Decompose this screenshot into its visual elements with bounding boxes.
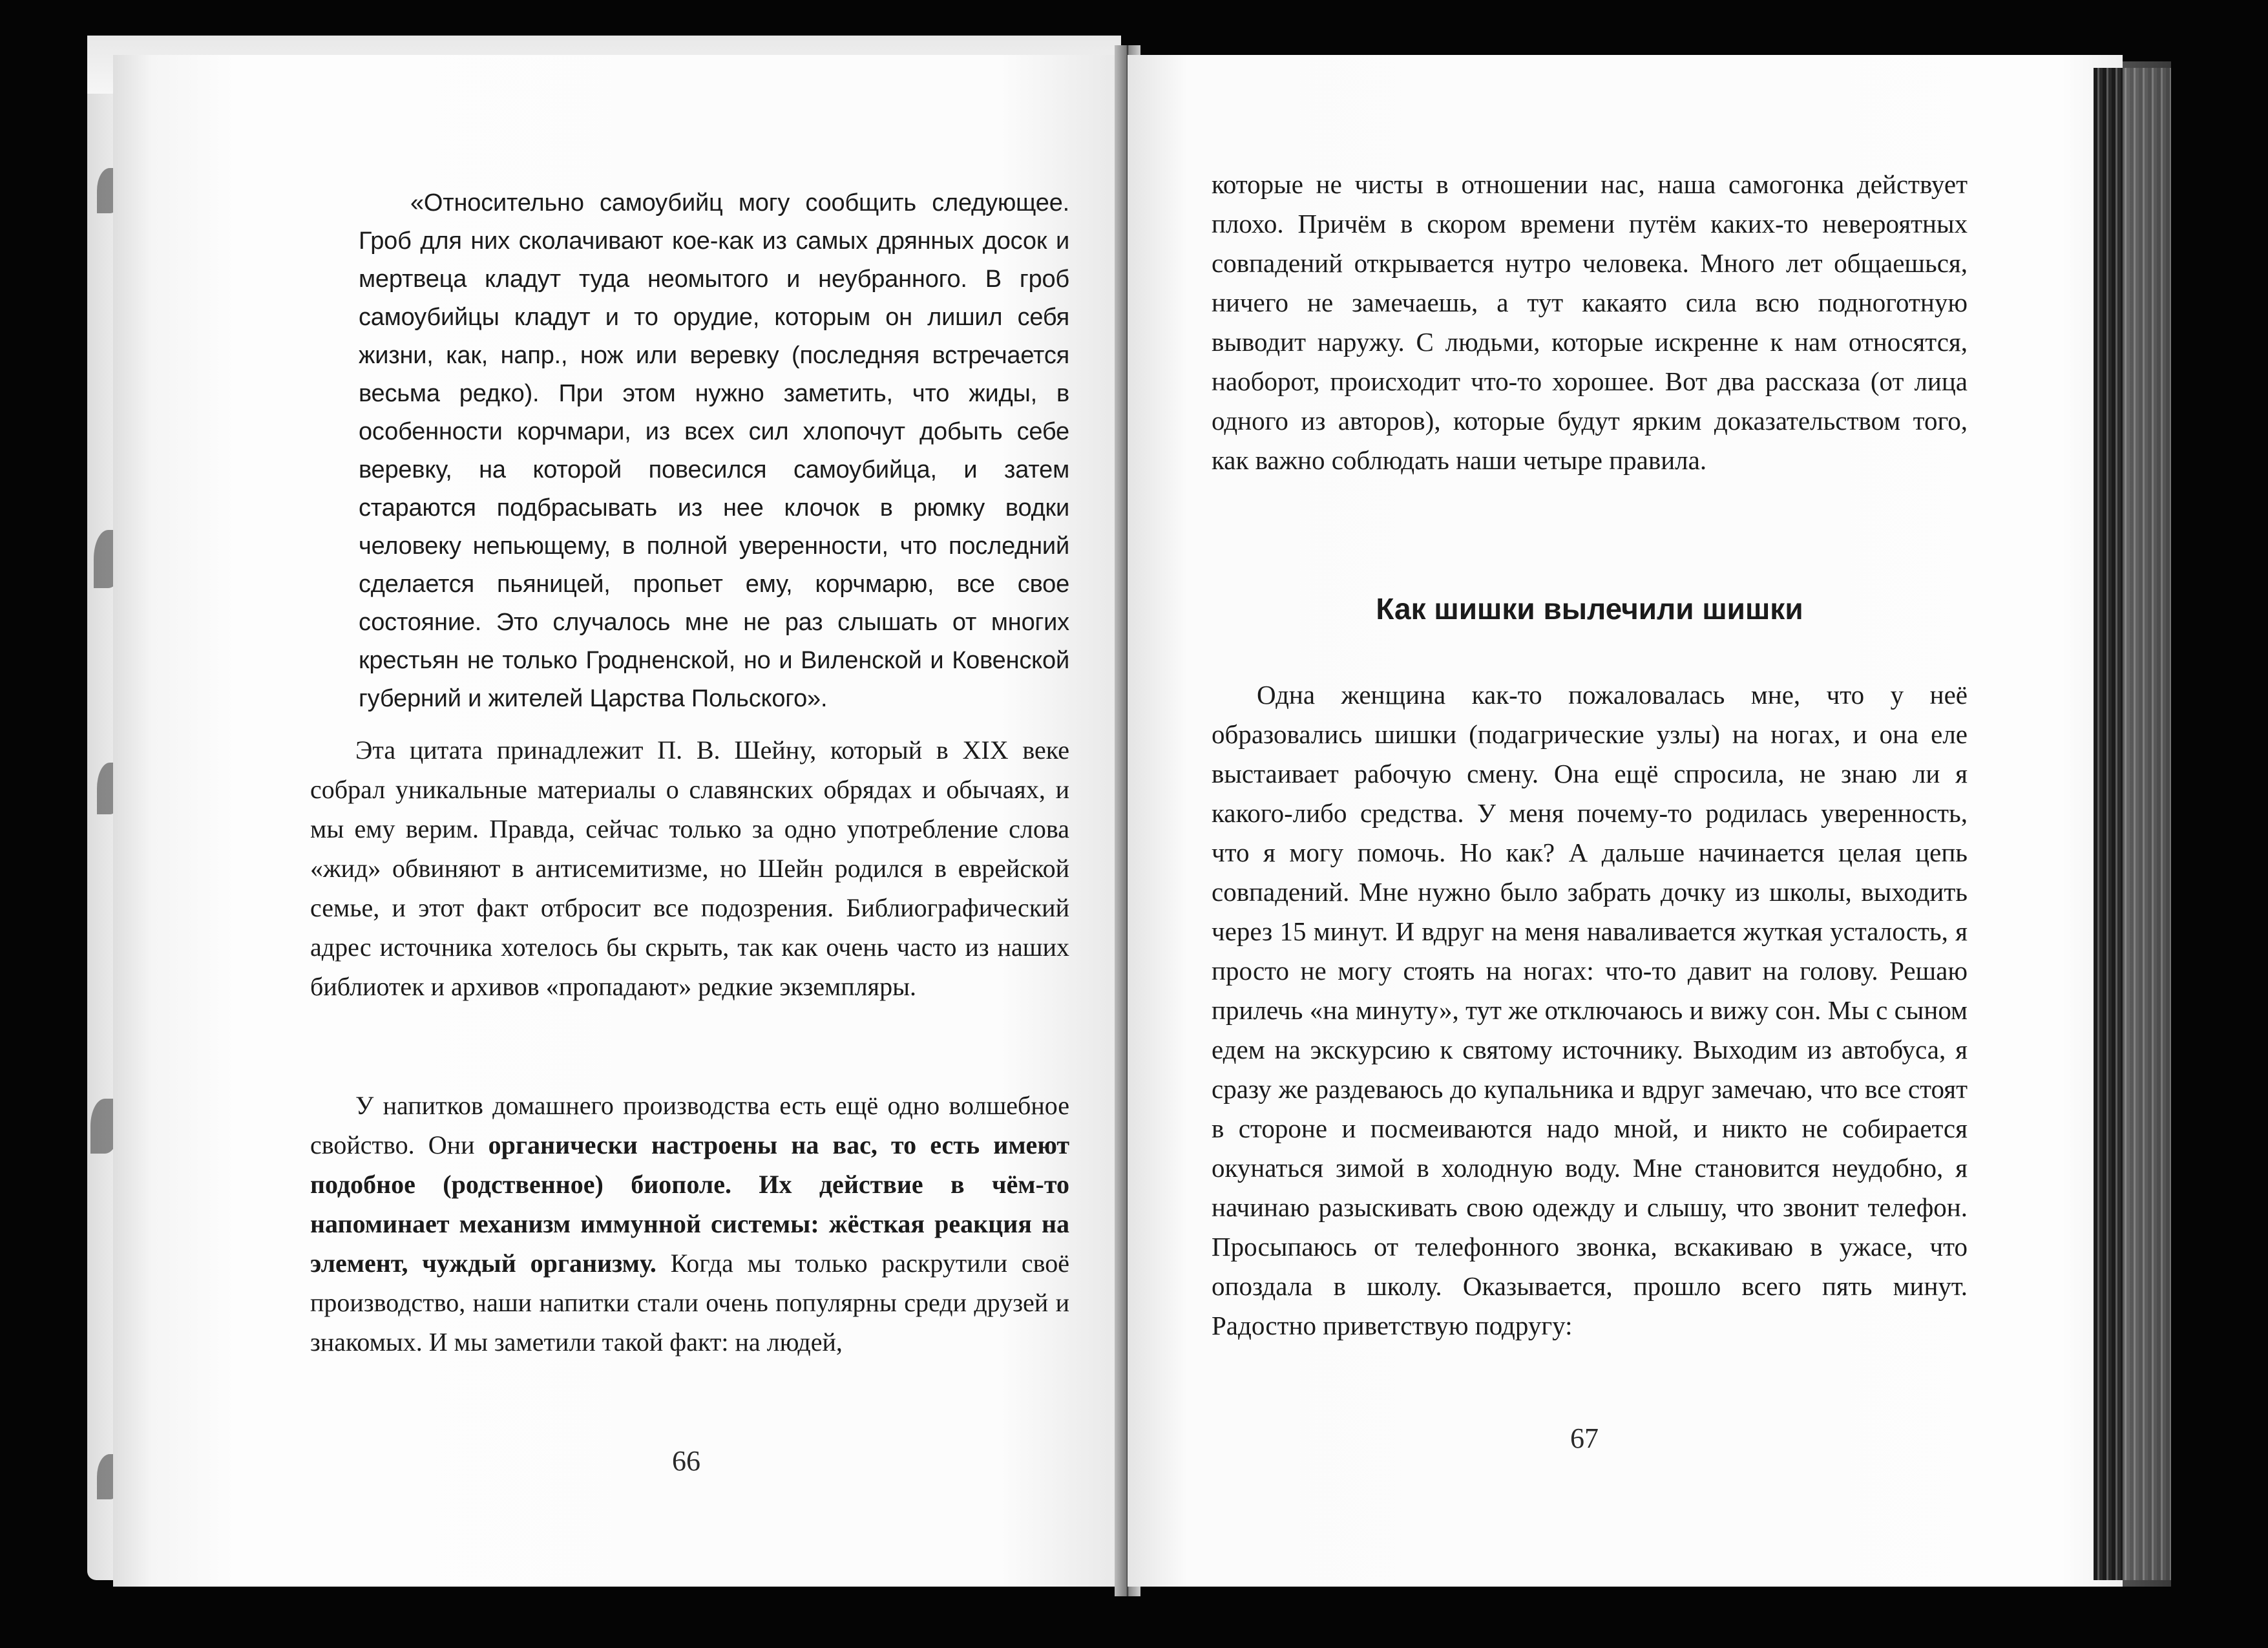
right-paragraph-2: Одна женщина как-то пожаловалась мне, что у неё образовались шишки (подагрические узлы) на ногах, и она еле выстаивает рабочую смену. Она ещё спросила, не знаю ли я какого-либо средства. У меня почему-то родилась уверенность, что я могу помочь. Но как? А дальше начинается целая цепь совпадений. Мне нужно было забрать дочку из школы, выходить через 15 минут. И вдруг на меня наваливается жуткая усталость, я просто не могу стоять на ногах: что-то давит на голову. Решаю прилечь «на минуту», тут же отключаюсь и вижу сон. Мы с сыном едем на экскурсию к святому источнику. Выходим из автобуса, я сразу же раздеваюсь до купальника и вдруг замечаю, что все стоят в стороне и посмеиваются надо мной, и никто не собирается окунаться зимой в холодную воду. Мне становится неудобно, я начинаю разыскивать свою одежду и слышу, что звонит телефон. Просыпаюсь от телефонного звонка, вскакиваю в ужасе, что опоздала в школу. Оказывается, прошло всего пять минут. Радостно приветствую подругу: xyxy=(1212,680,1968,1340)
quote-paragraph: «Относительно самоубийц могу сообщить следующее. Гроб для них сколачивают кое-как из самых дрянных досок и мертвеца кладут туда неомытого и неубранного. В гроб самоубийцы кладут и то орудие, которым он лишил себя жизни, как, напр., нож или веревку (последняя встречается весьма редко). При этом нужно заметить, что жиды, в особенности корчмари, из всех сил хлопочут добыть себе веревку, на которой повесился самоубийца, и затем стараются подбрасывать из нее клочок в рюмку водки человеку непьющему, в полной уверенности, что последний сделается пьяницей, пропьет ему, корчмарю, все свое состояние. Это случалось мне не раз слышать от многих крестьян не только Гродненской, но и Виленской и Ковенской губерний и жителей Царства Польского». xyxy=(359,189,1069,712)
page-number-right: 67 xyxy=(1570,1422,1599,1454)
left-paragraph-2-lead: У напитков домашнего производства есть ещё одно волшебное свойство. Они xyxy=(310,1091,1069,1159)
page-edges-right-light xyxy=(2123,61,2171,1587)
page-shadow-left xyxy=(113,55,152,1587)
left-paragraph-1: Эта цитата принадлежит П. В. Шейну, который в XIX веке собрал уникальные материалы о славянских обрядах и обычаях, и мы ему верим. Правда, сейчас только за одно употребление слова «жид» обвиняют в антисемитизме, но Шейн родился в еврейской семье, и этот факт отбросит все подозрения. Библиографический адрес источника хотелось бы скрыть, так как очень часто из наших библиотек и архивов «пропадают» редкие экземпляры. xyxy=(310,735,1069,1001)
section-heading: Как шишки вылечили шишки xyxy=(1376,592,1803,626)
right-paragraph-1: которые не чисты в отношении нас, наша самогонка действует плохо. Причём в скором времени путём каких-то невероятных совпадений открывается нутро человека. Много лет общаешься, ничего не замечаешь, а тут какаято сила всю подноготную выводит наружу. С людьми, которые искренне к нам относятся, наоборот, происходит что-то хорошее. Вот два рассказа (от лица одного из авторов), которые будут ярким доказательством того, как важно соблюдать наши четыре правила. xyxy=(1212,169,1968,475)
page-number-left: 66 xyxy=(672,1445,700,1477)
left-paragraph-2-tail: Когда мы только раскрутили своё производство, наши напитки стали очень популярны среди друзей и знакомых. И мы заметили такой факт: на людей, xyxy=(310,1249,1069,1357)
left-paragraph-2-bold: органически настроены на вас, то есть имеют подобное (родственное) биополе. Их действие в чём-то напоминает механизм иммунной системы: жёсткая реакция на элемент, чуждый организму. xyxy=(310,1130,1069,1278)
left-paragraph-2 xyxy=(310,1086,1069,1362)
